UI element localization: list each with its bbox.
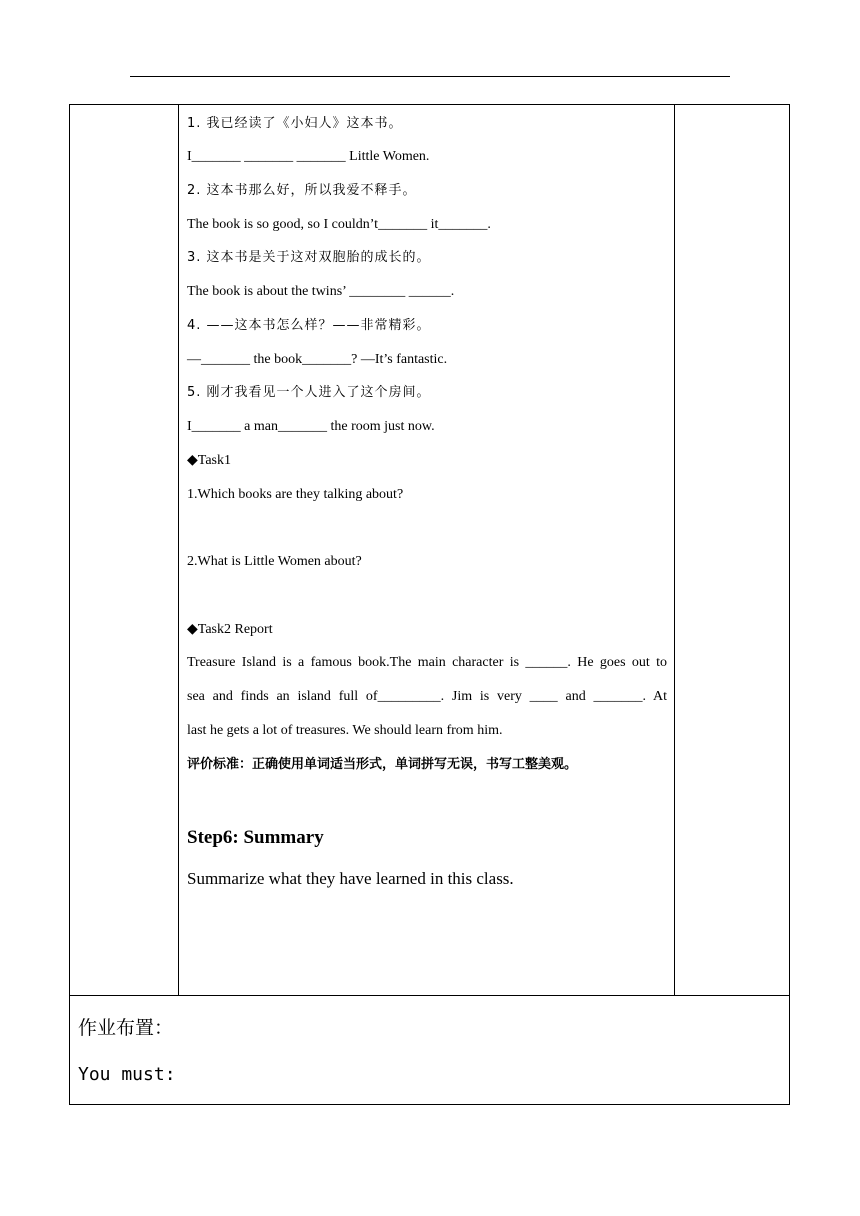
homework-title: 作业布置：: [78, 1017, 174, 1039]
lesson-table: [69, 104, 790, 1105]
exercise-3-english: The book is about the twins’ ________ ______.: [187, 284, 455, 299]
exercise-5-chinese: 5. 刚才我看见一个人进入了这个房间。: [187, 385, 431, 400]
homework-line: You must:: [78, 1064, 176, 1085]
row-divider: [70, 995, 789, 996]
exercise-3-chinese: 3. 这本书是关于这对双胞胎的成长的。: [187, 250, 431, 265]
exercise-2-english: The book is so good, so I couldn’t_______ it_______.: [187, 217, 491, 232]
exercise-1-chinese: 1. 我已经读了《小妇人》这本书。: [187, 116, 403, 131]
column-divider-right: [674, 105, 675, 995]
task1-question-1: 1.Which books are they talking about?: [187, 487, 404, 502]
exercise-4-english: —_______ the book_______? —It’s fantastic.: [187, 352, 448, 367]
evaluation-criteria: 评价标准：正确使用单词适当形式，单词拼写无误，书写工整美观。: [187, 757, 578, 772]
step6-title: Step6: Summary: [187, 827, 324, 848]
task1-question-2: 2.What is Little Women about?: [187, 554, 362, 569]
exercise-5-english: I_______ a man_______ the room just now.: [187, 419, 435, 434]
task2-title: ◆Task2 Report: [187, 622, 273, 637]
step6-text: Summarize what they have learned in this class.: [187, 869, 514, 888]
exercise-2-chinese: 2. 这本书那么好，所以我爱不释手。: [187, 183, 417, 198]
header-rule: [130, 76, 730, 77]
column-divider-left: [178, 105, 179, 995]
exercise-1-english: I_______ _______ _______ Little Women.: [187, 149, 430, 164]
exercise-4-chinese: 4. ——这本书怎么样？——非常精彩。: [187, 318, 431, 333]
task2-line-3: last he gets a lot of treasures. We should learn from him.: [187, 723, 503, 738]
task2-line-2: sea and finds an island full of_________. Jim is very ____ and _______. At: [187, 689, 667, 704]
task1-title: ◆Task1: [187, 453, 232, 468]
task2-line-1: Treasure Island is a famous book.The main character is ______. He goes out to: [187, 655, 667, 670]
